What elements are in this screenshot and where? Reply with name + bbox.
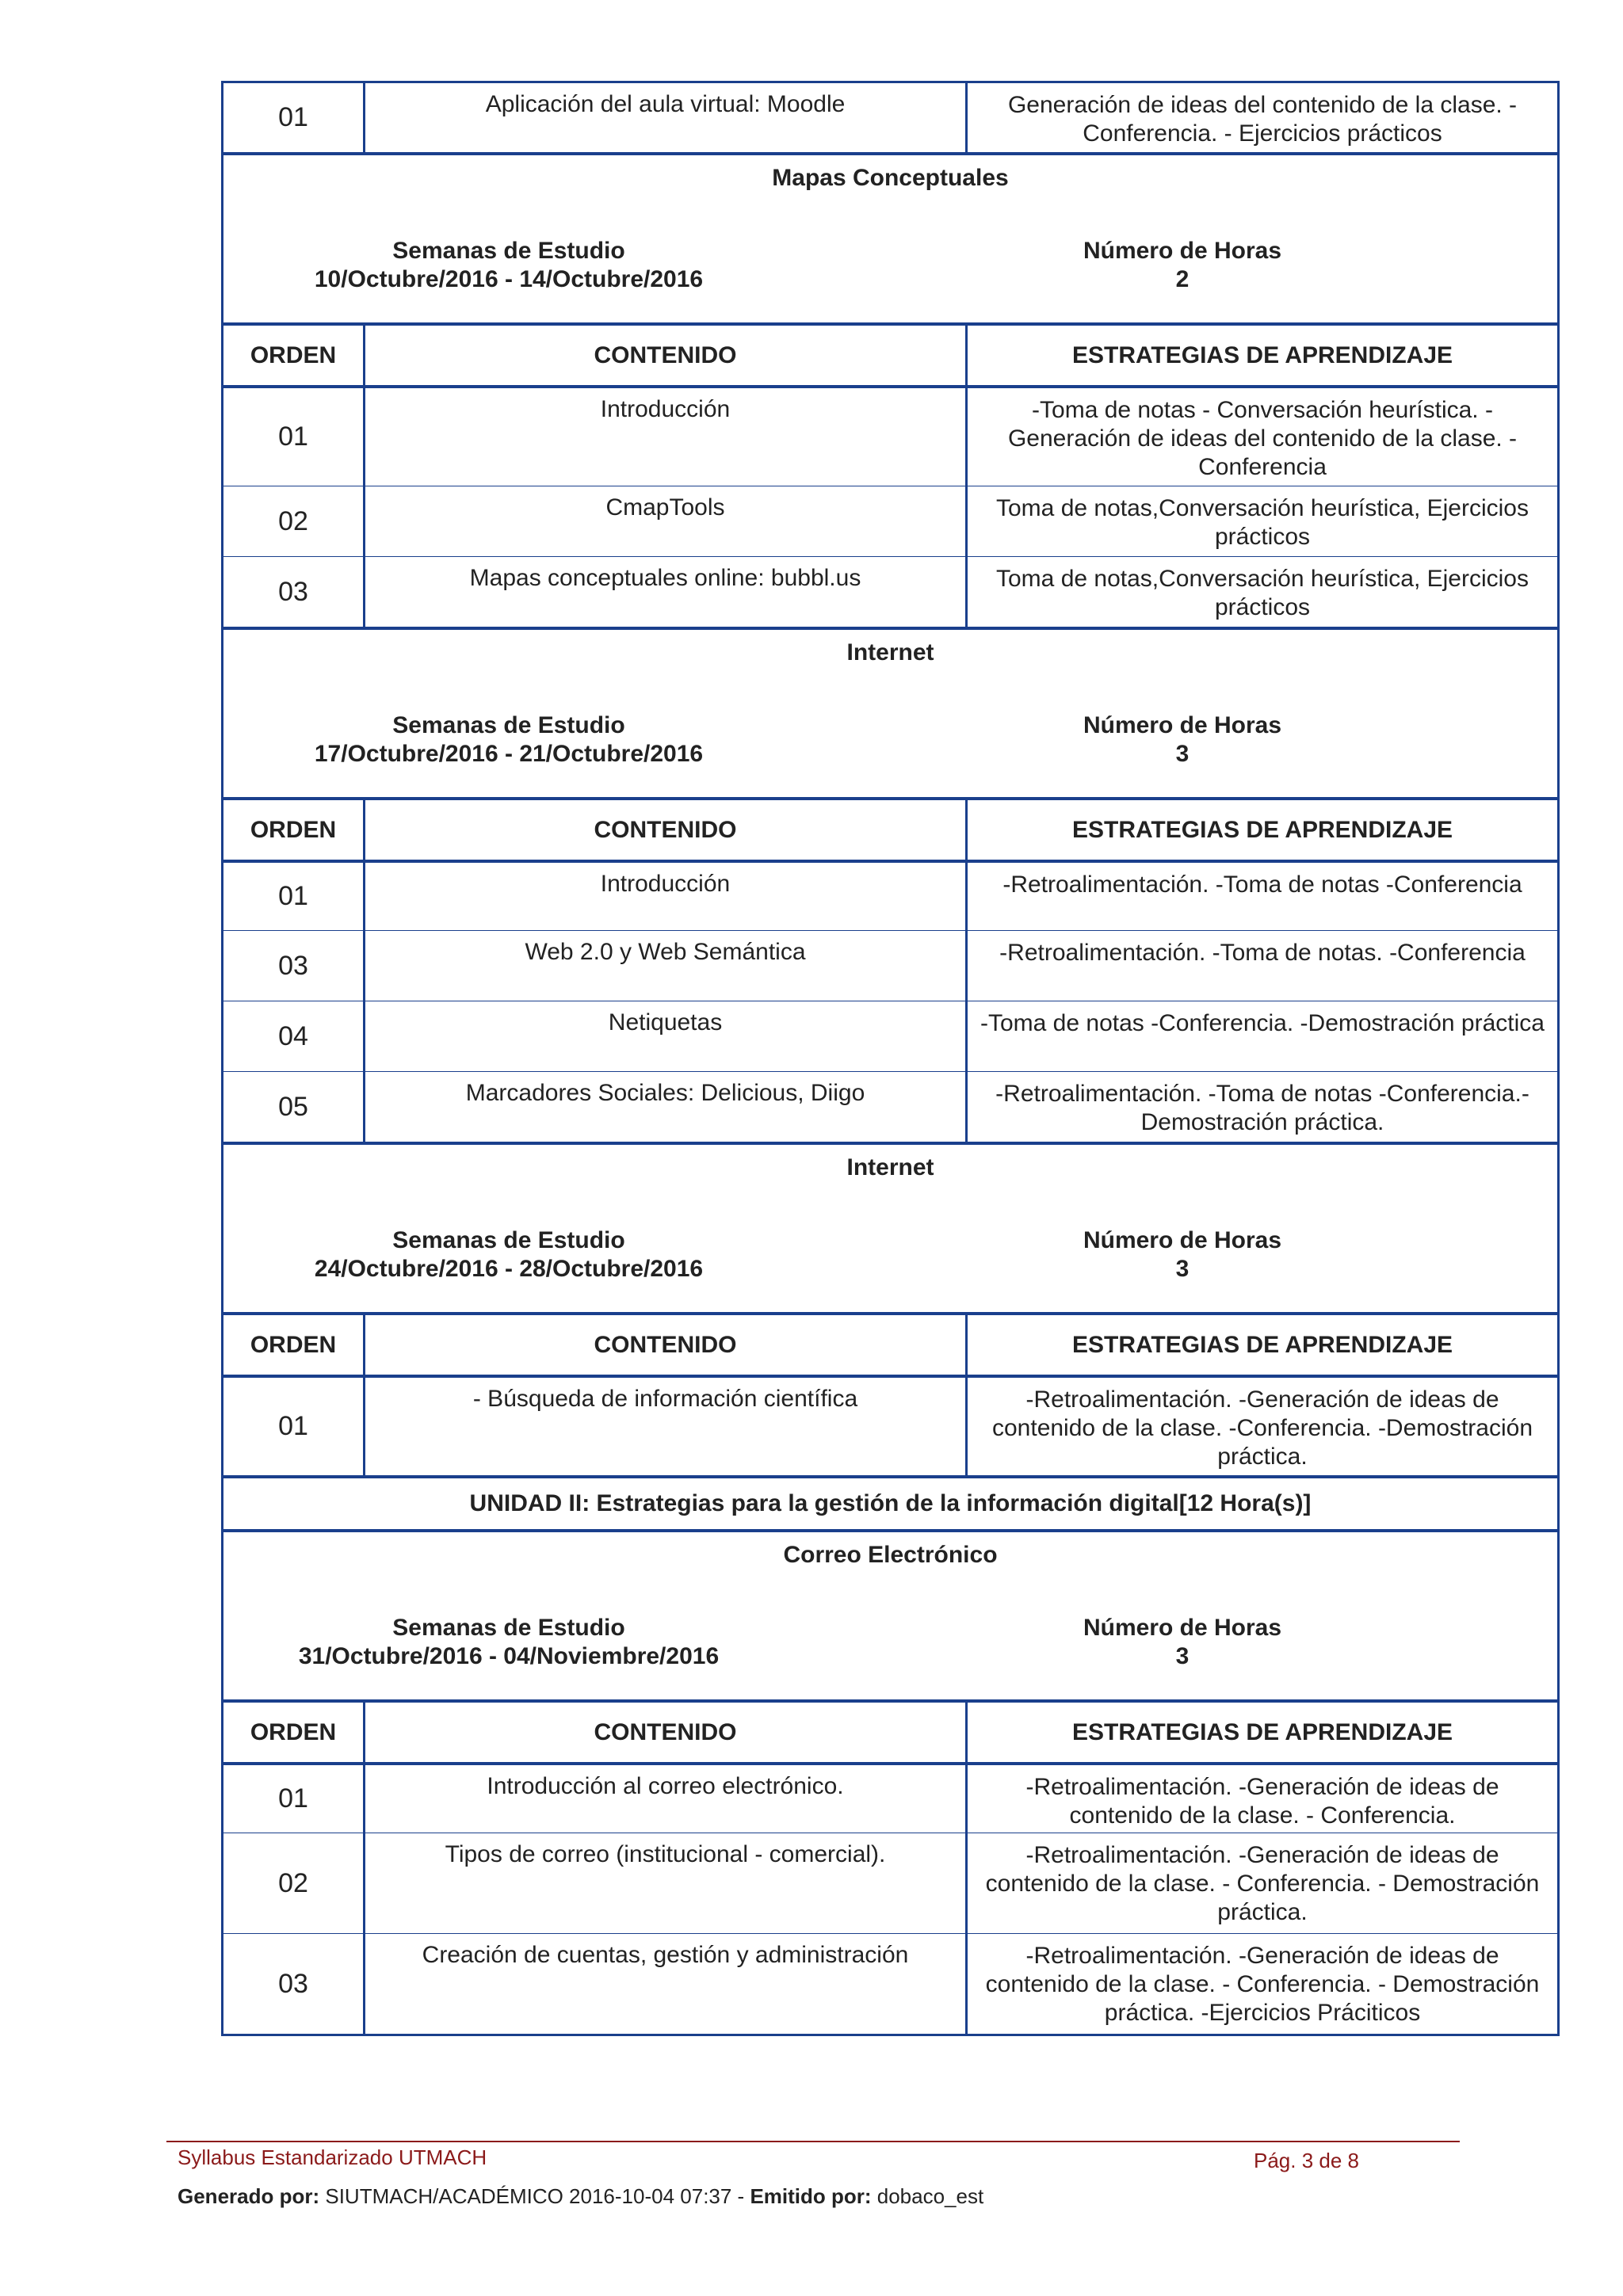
hours-block (1016, 1614, 1349, 1671)
orden-cell: 03 (278, 950, 308, 981)
table-row (223, 81, 1557, 152)
hours-value: 2 (1175, 266, 1190, 292)
contenido-cell: Mapas conceptuales online: bubbl.us (363, 557, 965, 627)
contenido-cell: Tipos de correo (institucional - comercial). (363, 1833, 965, 1933)
column-header-row (223, 1312, 1557, 1375)
section-title: Mapas Conceptuales (772, 165, 1009, 191)
weeks-value: 10/Octubre/2016 - 14/Octubre/2016 (314, 266, 704, 292)
estrategias-cell: -Toma de notas - Conversación heurística. - Generación de ideas del contenido de la clase. - Conferencia (965, 388, 1557, 486)
hours-block (1016, 237, 1349, 294)
weeks-value: 31/Octubre/2016 - 04/Noviembre/2016 (298, 1643, 720, 1669)
orden-cell: 01 (278, 421, 308, 452)
orden-cell: 02 (278, 505, 308, 536)
section-header (223, 627, 1557, 797)
hours-label: Número de Horas (1083, 712, 1282, 738)
estrategias-cell: -Retroalimentación. -Generación de ideas de contenido de la clase. - Conferencia. - Demostración práctica. (965, 1833, 1557, 1933)
hours-block (1016, 711, 1349, 769)
contenido-cell: - Búsqueda de información científica (363, 1378, 965, 1475)
weeks-label: Semanas de Estudio (392, 1227, 625, 1253)
orden-cell: 03 (278, 1968, 308, 1999)
contenido-cell: Aplicación del aula virtual: Moodle (363, 83, 965, 152)
footer-title: Syllabus Estandarizado UTMACH (178, 2145, 487, 2169)
column-header-row (223, 322, 1557, 385)
section-header (223, 152, 1557, 322)
estrategias-cell: Toma de notas,Conversación heurística, Ejercicios prácticos (965, 557, 1557, 627)
estrategias-cell: -Retroalimentación. -Toma de notas -Conferencia (965, 863, 1557, 930)
orden-cell: 02 (278, 1867, 308, 1898)
hours-label: Número de Horas (1083, 238, 1282, 264)
weeks-block (283, 711, 735, 769)
table-row (223, 1833, 1557, 1933)
hours-block (1016, 1226, 1349, 1283)
contenido-cell: Introducción (363, 863, 965, 930)
hours-label: Número de Horas (1083, 1615, 1282, 1641)
orden-cell: 05 (278, 1091, 308, 1122)
orden-header: ORDEN (250, 1331, 337, 1358)
table-row (223, 486, 1557, 556)
orden-header: ORDEN (250, 816, 337, 843)
orden-cell: 04 (278, 1020, 308, 1051)
table-row (223, 556, 1557, 627)
generated-label: Generado por: (178, 2184, 320, 2208)
section-title: Internet (846, 639, 934, 666)
estrategias-header: ESTRATEGIAS DE APRENDIZAJE (965, 326, 1557, 385)
contenido-header: CONTENIDO (363, 326, 965, 385)
orden-cell: 01 (278, 102, 308, 132)
hours-value: 3 (1175, 1643, 1190, 1669)
orden-cell: 01 (278, 1411, 308, 1441)
unit-heading: UNIDAD II: Estrategias para la gestión de la información digital[12 Hora(s)] (223, 1475, 1557, 1529)
estrategias-cell: -Retroalimentación. -Generación de ideas de contenido de la clase. -Conferencia. -Demostración práctica. (965, 1378, 1557, 1475)
estrategias-cell: Generación de ideas del contenido de la clase. - Conferencia. - Ejercicios prácticos (965, 83, 1557, 152)
orden-header: ORDEN (250, 1718, 337, 1745)
estrategias-header: ESTRATEGIAS DE APRENDIZAJE (965, 800, 1557, 860)
contenido-header: CONTENIDO (363, 1703, 965, 1762)
footer-divider (166, 2141, 1460, 2142)
estrategias-cell: -Retroalimentación. -Generación de ideas de contenido de la clase. - Conferencia. (965, 1765, 1557, 1833)
weeks-label: Semanas de Estudio (392, 1615, 625, 1641)
emitted-label: Emitido por: (750, 2184, 872, 2208)
hours-value: 3 (1175, 741, 1190, 767)
table-row (223, 1001, 1557, 1071)
hours-value: 3 (1175, 1256, 1190, 1282)
weeks-value: 17/Octubre/2016 - 21/Octubre/2016 (314, 741, 704, 767)
column-header-row (223, 1699, 1557, 1762)
estrategias-header: ESTRATEGIAS DE APRENDIZAJE (965, 1703, 1557, 1762)
page-number: Pág. 3 de 8 (1254, 2149, 1359, 2172)
table-row (223, 930, 1557, 1001)
section-title: Internet (846, 1154, 934, 1180)
contenido-cell: Creación de cuentas, gestión y administración (363, 1934, 965, 2034)
contenido-cell: Introducción (363, 388, 965, 486)
table-row (223, 1762, 1557, 1833)
weeks-label: Semanas de Estudio (392, 238, 625, 264)
contenido-cell: Marcadores Sociales: Delicious, Diigo (363, 1072, 965, 1142)
estrategias-cell: -Retroalimentación. -Generación de ideas de contenido de la clase. - Conferencia. - Demostración práctica. -Ejercicios Práciticos (965, 1934, 1557, 2034)
contenido-cell: Web 2.0 y Web Semántica (363, 931, 965, 1001)
contenido-cell: Introducción al correo electrónico. (363, 1765, 965, 1833)
table-row (223, 1071, 1557, 1142)
estrategias-header: ESTRATEGIAS DE APRENDIZAJE (965, 1315, 1557, 1375)
footer-generated (178, 2184, 983, 2209)
contenido-cell: CmapTools (363, 486, 965, 556)
section-title: Correo Electrónico (783, 1542, 998, 1568)
estrategias-cell: -Retroalimentación. -Toma de notas. -Conferencia (965, 931, 1557, 1001)
column-header-row (223, 797, 1557, 860)
weeks-value: 24/Octubre/2016 - 28/Octubre/2016 (314, 1256, 704, 1282)
weeks-label: Semanas de Estudio (392, 712, 625, 738)
orden-header: ORDEN (250, 341, 337, 368)
contenido-header: CONTENIDO (363, 1315, 965, 1375)
orden-cell: 01 (278, 1783, 308, 1814)
generated-value: SIUTMACH/ACADÉMICO 2016-10-04 07:37 - (319, 2184, 750, 2208)
emitted-value: dobaco_est (871, 2184, 984, 2208)
syllabus-table (221, 81, 1560, 2036)
weeks-block (283, 1614, 735, 1671)
hours-label: Número de Horas (1083, 1227, 1282, 1253)
table-row (223, 385, 1557, 486)
weeks-block (283, 237, 735, 294)
section-header (223, 1142, 1557, 1312)
section-header (223, 1529, 1557, 1699)
orden-cell: 01 (278, 881, 308, 911)
contenido-cell: Netiquetas (363, 1001, 965, 1071)
contenido-header: CONTENIDO (363, 800, 965, 860)
table-row (223, 1375, 1557, 1475)
orden-cell: 03 (278, 576, 308, 607)
table-row (223, 860, 1557, 930)
estrategias-cell: -Toma de notas -Conferencia. -Demostración práctica (965, 1001, 1557, 1071)
estrategias-cell: Toma de notas,Conversación heurística, Ejercicios prácticos (965, 486, 1557, 556)
table-row (223, 1933, 1557, 2034)
estrategias-cell: -Retroalimentación. -Toma de notas -Conferencia.- Demostración práctica. (965, 1072, 1557, 1142)
weeks-block (283, 1226, 735, 1283)
